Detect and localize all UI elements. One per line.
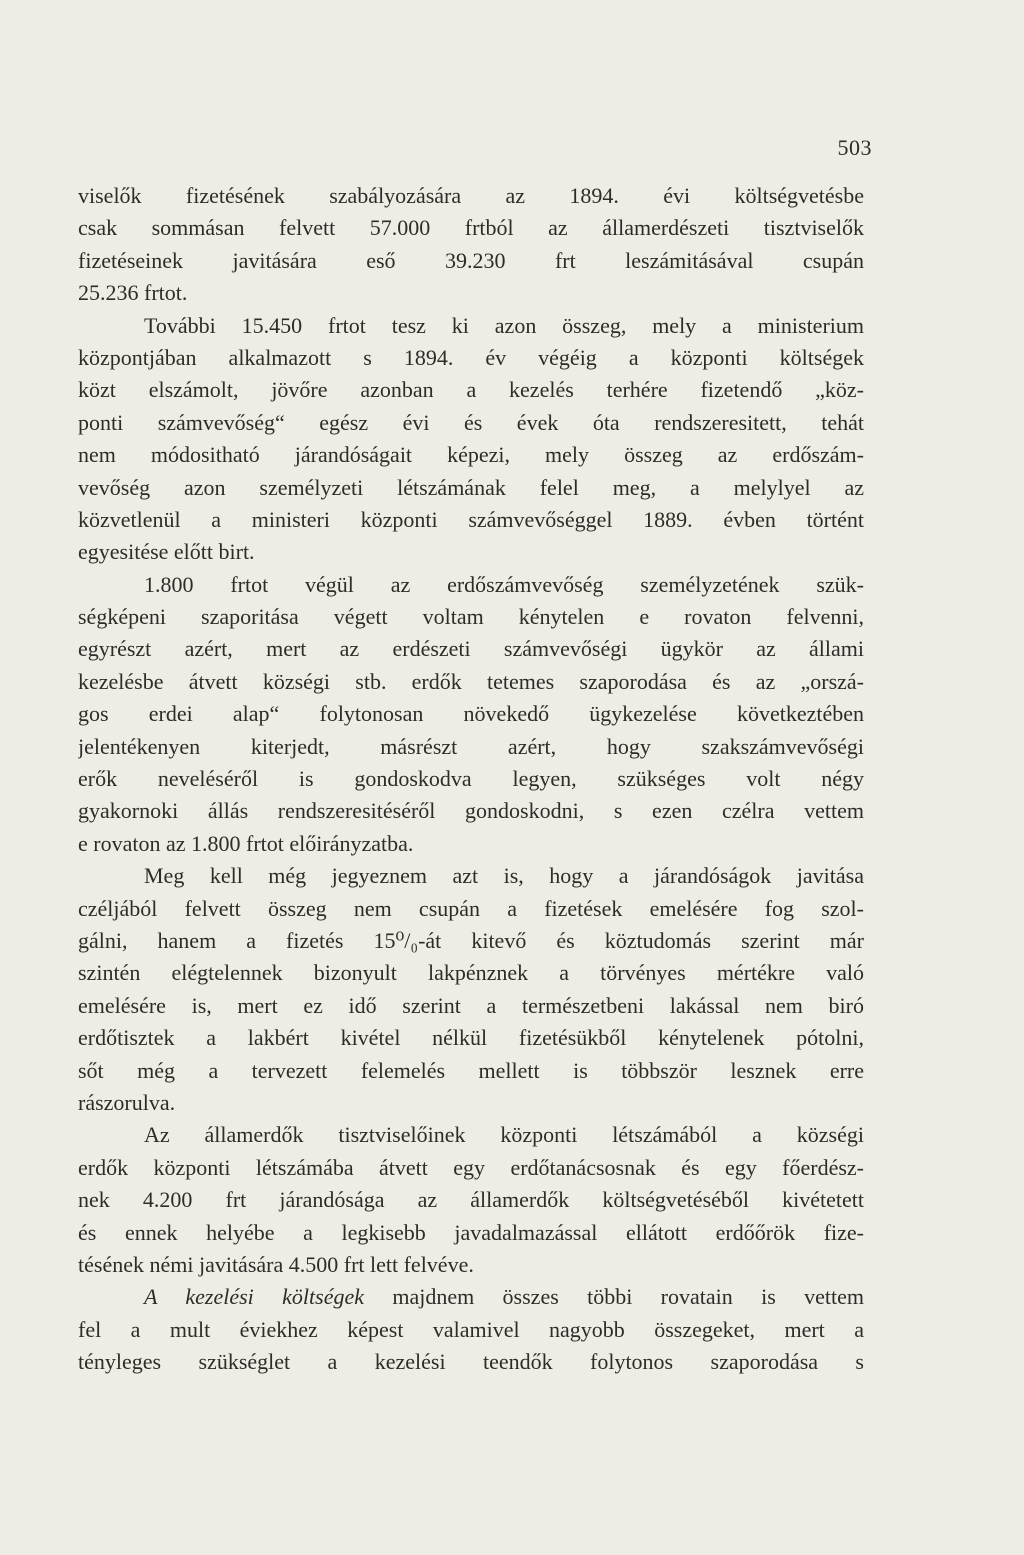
text-line xyxy=(78,1152,864,1184)
line-text: kezelésbe átvett községi stb. erdők tetemes szaporodása és az „orszá- xyxy=(78,668,864,694)
line-text: erdők központi létszámába átvett egy erdőtanácsosnak és egy főerdész- xyxy=(78,1154,864,1180)
text-line xyxy=(78,1217,864,1249)
text-line xyxy=(78,893,864,925)
text-line xyxy=(78,1022,864,1054)
line-text: egyesitése előtt birt. xyxy=(78,539,255,565)
line-text: erők neveléséről is gondoskodva legyen, szükséges volt négy xyxy=(78,766,864,792)
text-line xyxy=(78,277,864,309)
line-text: tényleges szükséglet a kezelési teendők folytonos szaporodása s xyxy=(78,1349,864,1375)
text-line xyxy=(78,957,864,989)
text-line xyxy=(78,1087,864,1119)
line-text: tésének némi javitására 4.500 frt lett felvéve. xyxy=(78,1251,474,1277)
text-line xyxy=(78,666,864,698)
line-text: és ennek helyébe a legkisebb javadalmazással ellátott erdőőrök fize- xyxy=(78,1219,864,1245)
text-line xyxy=(78,569,864,601)
line-text: gálni, hanem a fizetés 15⁰/₀-át kitevő és köztudomás szerint már xyxy=(78,927,864,953)
text-line xyxy=(78,245,864,277)
line-text: 1.800 frtot végül az erdőszámvevőség személyzetének szük- xyxy=(144,571,864,597)
line-text: jelentékenyen kiterjedt, másrészt azért, hogy szakszámvevőségi xyxy=(78,733,864,759)
text-line xyxy=(78,601,864,633)
line-text: 25.236 frtot. xyxy=(78,280,188,306)
text-line xyxy=(78,633,864,665)
line-text: majdnem összes többi rovatain is vettem xyxy=(392,1284,864,1310)
text-line xyxy=(78,536,864,568)
text-line xyxy=(78,342,864,374)
text-line xyxy=(78,860,864,892)
page-number: 503 xyxy=(837,135,872,160)
line-text: fel a mult éviekhez képest valamivel nagyobb összegeket, mert a xyxy=(78,1316,864,1342)
text-line xyxy=(78,1346,864,1378)
line-text: csak sommásan felvett 57.000 frtból az államerdészeti tisztviselők xyxy=(78,215,864,241)
line-text: közt elszámolt, jövőre azonban a kezelés terhére fizetendő „köz- xyxy=(78,377,864,403)
line-text: gos erdei alap“ folytonosan növekedő ügykezelése következtében xyxy=(78,701,864,727)
line-text: szintén elégtelennek bizonyult lakpénznek a törvényes mértékre való xyxy=(78,960,864,986)
text-line xyxy=(78,1281,864,1313)
line-text: közvetlenül a ministeri központi számvevőséggel 1889. évben történt xyxy=(78,506,864,532)
line-text: sőt még a tervezett felemelés mellett is többször lesznek erre xyxy=(78,1057,864,1083)
text-line xyxy=(78,504,864,536)
text-line xyxy=(78,731,864,763)
line-text: emelésére is, mert ez idő szerint a természetbeni lakással nem biró xyxy=(78,992,864,1018)
text-line xyxy=(78,1184,864,1216)
text-line xyxy=(78,990,864,1022)
text-line xyxy=(78,1249,864,1281)
line-text: Az államerdők tisztviselőinek központi létszámából a községi xyxy=(144,1122,864,1148)
line-text: gyakornoki állás rendszeresitéséről gondoskodni, s ezen czélra vettem xyxy=(78,798,864,824)
line-text: viselők fizetésének szabályozására az 1894. évi költségvetésbe xyxy=(78,183,864,208)
line-text: központjában alkalmazott s 1894. év végéig a központi költségek xyxy=(78,344,864,370)
text-line xyxy=(78,1055,864,1087)
text-line xyxy=(78,1314,864,1346)
text-line xyxy=(78,212,864,244)
text-line xyxy=(78,439,864,471)
text-line xyxy=(78,374,864,406)
text-line xyxy=(78,472,864,504)
line-text: czéljából felvett összeg nem csupán a fizetések emelésére fog szol- xyxy=(78,895,864,921)
line-text: További 15.450 frtot tesz ki azon összeg, mely a ministerium xyxy=(144,312,864,338)
text-line xyxy=(78,310,864,342)
text-line xyxy=(78,1119,864,1151)
text-line xyxy=(78,698,864,730)
line-text: nem módositható járandóságait képezi, mely összeg az erdőszám- xyxy=(78,442,864,468)
line-text: ponti számvevőség“ egész évi és évek óta rendszeresitett, tehát xyxy=(78,409,864,435)
line-text: fizetéseinek javitására eső 39.230 frt leszámitásával csupán xyxy=(78,247,864,273)
line-text: egyrészt azért, mert az erdészeti számvevőségi ügykör az állami xyxy=(78,636,864,662)
line-text: nek 4.200 frt járandósága az államerdők költségvetéséből kivétetett xyxy=(78,1187,864,1213)
text-line xyxy=(78,407,864,439)
text-line xyxy=(78,763,864,795)
line-text: vevőség azon személyzeti létszámának felel meg, a melylyel az xyxy=(78,474,864,500)
text-line xyxy=(78,180,864,212)
line-text: rászorulva. xyxy=(78,1089,176,1115)
text-line xyxy=(78,828,864,860)
text-line xyxy=(78,795,864,827)
line-text: ségképeni szaporitása végett voltam kénytelen e rovaton felvenni, xyxy=(78,604,864,630)
emphasized-phrase: A kezelési költségek xyxy=(144,1284,393,1310)
line-text: e rovaton az 1.800 frtot előirányzatba. xyxy=(78,830,414,856)
body-text xyxy=(78,180,864,1378)
line-text: Meg kell még jegyeznem azt is, hogy a járandóságok javitása xyxy=(144,863,864,889)
line-text: erdőtisztek a lakbért kivétel nélkül fizetésükből kénytelenek pótolni, xyxy=(78,1025,864,1051)
text-line xyxy=(78,925,864,957)
